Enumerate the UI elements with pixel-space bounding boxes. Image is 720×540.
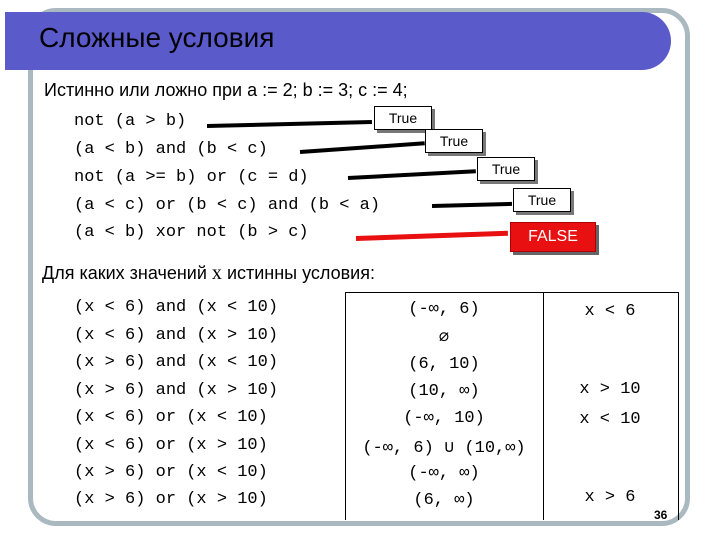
- interval-4: (10, ∞): [408, 382, 480, 401]
- interval-7: (-∞, ∞): [408, 464, 480, 483]
- result-pill-1: True: [374, 106, 432, 130]
- interval-6: (-∞, 6) ∪ (10,∞): [362, 439, 526, 458]
- grid-line-right: [678, 292, 679, 520]
- condition-7: (x > 6) or (x < 10): [74, 463, 268, 482]
- interval-2: ∅: [438, 329, 450, 348]
- result-pill-2: True: [425, 129, 483, 153]
- condition-3: (x > 6) and (x < 10): [74, 353, 279, 372]
- answer-5: x < 10: [579, 410, 641, 429]
- page-number: 36: [654, 508, 668, 522]
- section-label-var: x: [211, 262, 222, 284]
- result-pill-4: True: [513, 188, 571, 212]
- slide-title: Сложные условия: [39, 22, 275, 53]
- expression-3: not (a >= b) or (c = d): [74, 168, 309, 187]
- interval-8: (6, ∞): [413, 491, 475, 510]
- condition-6: (x < 6) or (x > 10): [74, 436, 268, 455]
- result-pill-false: FALSE: [510, 222, 596, 252]
- answer-1: x < 6: [584, 302, 636, 321]
- section-label: [42, 262, 375, 285]
- interval-1: (-∞, 6): [408, 300, 480, 319]
- result-pill-3: True: [477, 157, 535, 181]
- answer-4: x > 10: [579, 380, 641, 399]
- expression-2: (a < b) and (b < c): [74, 140, 268, 159]
- expression-5: (a < b) xor not (b > c): [74, 223, 309, 242]
- question-prompt: Истинно или ложно при a := 2; b := 3; c := 4;: [44, 80, 408, 100]
- condition-2: (x < 6) and (x > 10): [74, 326, 279, 345]
- expression-1: not (a > b): [74, 112, 187, 131]
- answer-8: x > 6: [584, 488, 636, 507]
- condition-1: (x < 6) and (x < 10): [74, 298, 279, 317]
- section-label-after: истинны условия:: [226, 263, 375, 283]
- interval-5: (-∞, 10): [403, 409, 485, 428]
- condition-4: (x > 6) and (x > 10): [74, 381, 279, 400]
- condition-5: (x < 6) or (x < 10): [74, 408, 268, 427]
- interval-3: (6, 10): [408, 355, 480, 374]
- expression-4: (a < c) or (b < c) and (b < a): [74, 196, 381, 215]
- condition-8: (x > 6) or (x > 10): [74, 490, 268, 509]
- section-label-before: Для каких значений: [42, 263, 207, 283]
- grid-line-top: [345, 292, 679, 293]
- title-bar: [5, 12, 671, 70]
